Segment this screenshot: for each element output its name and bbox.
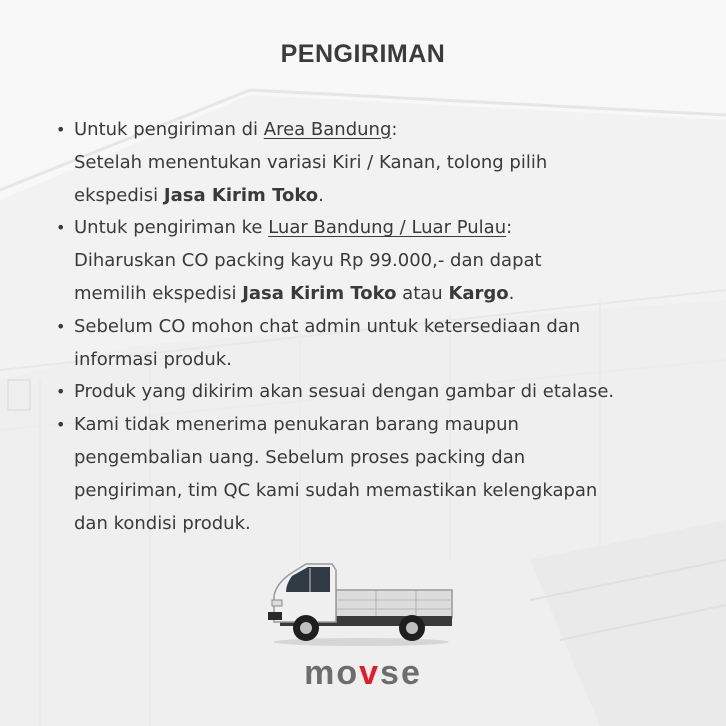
page-title: PENGIRIMAN xyxy=(280,40,446,68)
text-line: Setelah menentukan variasi Kiri / Kanan, tolong pilih xyxy=(74,151,548,173)
pickup-truck-image xyxy=(266,556,456,648)
text-line: Untuk pengiriman ke Luar Bandung / Luar Pulau: xyxy=(74,217,513,239)
text-line: memilih ekspedisi Jasa Kirim Toko atau Kargo. xyxy=(74,282,515,304)
bullet-icon: • xyxy=(56,218,66,238)
text-line: dan kondisi produk. xyxy=(74,512,251,534)
text-line: Kami tidak menerima penukaran barang maupun xyxy=(74,414,519,436)
text-line: informasi produk. xyxy=(74,348,232,370)
area-bandung-text: Area Bandung xyxy=(263,119,392,140)
logo-accent-letter: v xyxy=(359,654,381,692)
list-item xyxy=(56,376,696,409)
bullet-icon: • xyxy=(56,120,66,139)
text-line: Produk yang dikirim akan sesuai dengan gambar di etalase. xyxy=(74,381,615,403)
courier-name: Jasa Kirim Toko xyxy=(242,282,397,304)
text-line: Untuk pengiriman di Area Bandung: xyxy=(74,119,398,140)
text-line: Diharuskan CO packing kayu Rp 99.000,- dan dapat xyxy=(74,250,542,272)
list-item xyxy=(56,409,696,540)
bullet-icon: • xyxy=(56,382,66,402)
bullet-icon: • xyxy=(56,316,66,336)
courier-name: Jasa Kirim Toko xyxy=(163,184,319,206)
shipping-info-list xyxy=(56,114,696,540)
text-line: Sebelum CO mohon chat admin untuk ketersediaan dan xyxy=(74,315,581,337)
list-item xyxy=(56,114,696,212)
text-line: pengembalian uang. Sebelum proses packing dan xyxy=(74,446,526,468)
list-item xyxy=(56,212,696,310)
cargo-name: Kargo xyxy=(448,282,509,304)
list-item xyxy=(56,311,696,377)
movse-logo: movse xyxy=(304,654,422,692)
text-line: pengiriman, tim QC kami sudah memastikan kelengkapan xyxy=(74,479,598,501)
text-line: ekspedisi Jasa Kirim Toko. xyxy=(74,184,324,206)
bullet-icon: • xyxy=(56,415,66,435)
luar-bandung-text: Luar Bandung / Luar Pulau xyxy=(268,217,507,239)
